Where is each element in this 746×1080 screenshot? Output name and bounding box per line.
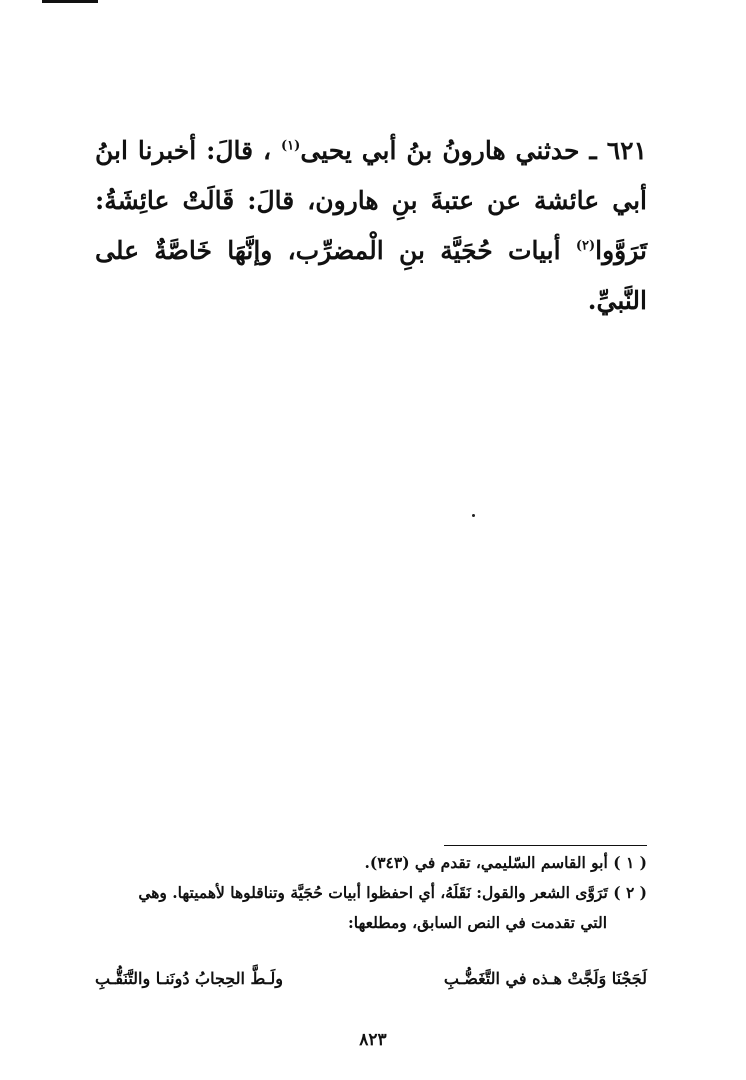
page-number: ٨٢٣ bbox=[359, 1030, 387, 1050]
verse-first-hemistich: لَجَجْنَا وَلَجَّتْ هـذه في التَّغَضُّـبِ bbox=[443, 969, 647, 988]
entry-line2-rest: أبيات حُجَيَّة بنِ الْمضرِّب، وإنَّهَا خَاصَّةٌ على النَّبيِّ. bbox=[95, 236, 647, 315]
footnote-2-text: تَرَوَّى الشعر والقول: نَقَلَهُ، أي احفظوا أبيات حُجَيَّة وتناقلوها لأهميتها. وهي bbox=[138, 883, 608, 902]
footnote-2-marker: ( ٢ ) bbox=[613, 883, 647, 902]
footnote-1-marker: ( ١ ) bbox=[613, 853, 647, 872]
footnote-rule bbox=[444, 845, 647, 846]
footnotes bbox=[95, 848, 647, 938]
verse-second-hemistich: ولَـطَّ الحِجابُ دُونَنـا والتَّنَقُّـبِ bbox=[95, 969, 283, 988]
stray-dot bbox=[472, 514, 475, 517]
entry-dash: ـ bbox=[579, 136, 597, 165]
footnote-2-continuation: التي تقدمت في النص السابق، ومطلعها: bbox=[348, 913, 607, 932]
footnote-ref-2: (٢) bbox=[575, 238, 596, 254]
verse bbox=[95, 969, 647, 988]
footnote-1 bbox=[95, 848, 647, 878]
main-text-paragraph bbox=[95, 126, 647, 326]
footnote-2 bbox=[95, 878, 647, 908]
footnote-ref-1: (١) bbox=[281, 138, 301, 154]
entry-line1-rest: ، قالَ: أخبرنا ابنُ أبي عائشة عن عتبةَ بنِ هارون، قالَ: قَالَتْ عائِشَةُ: تَرَوَّوا bbox=[95, 136, 647, 265]
top-rule bbox=[42, 0, 98, 3]
footnote-1-text: أبو القاسم السّليمي، تقدم في (٣٤٣). bbox=[364, 853, 608, 872]
entry-number: ٦٢١ bbox=[606, 136, 647, 165]
entry-line1-text: حدثني هارونُ بنُ أبي يحيى bbox=[300, 136, 580, 165]
